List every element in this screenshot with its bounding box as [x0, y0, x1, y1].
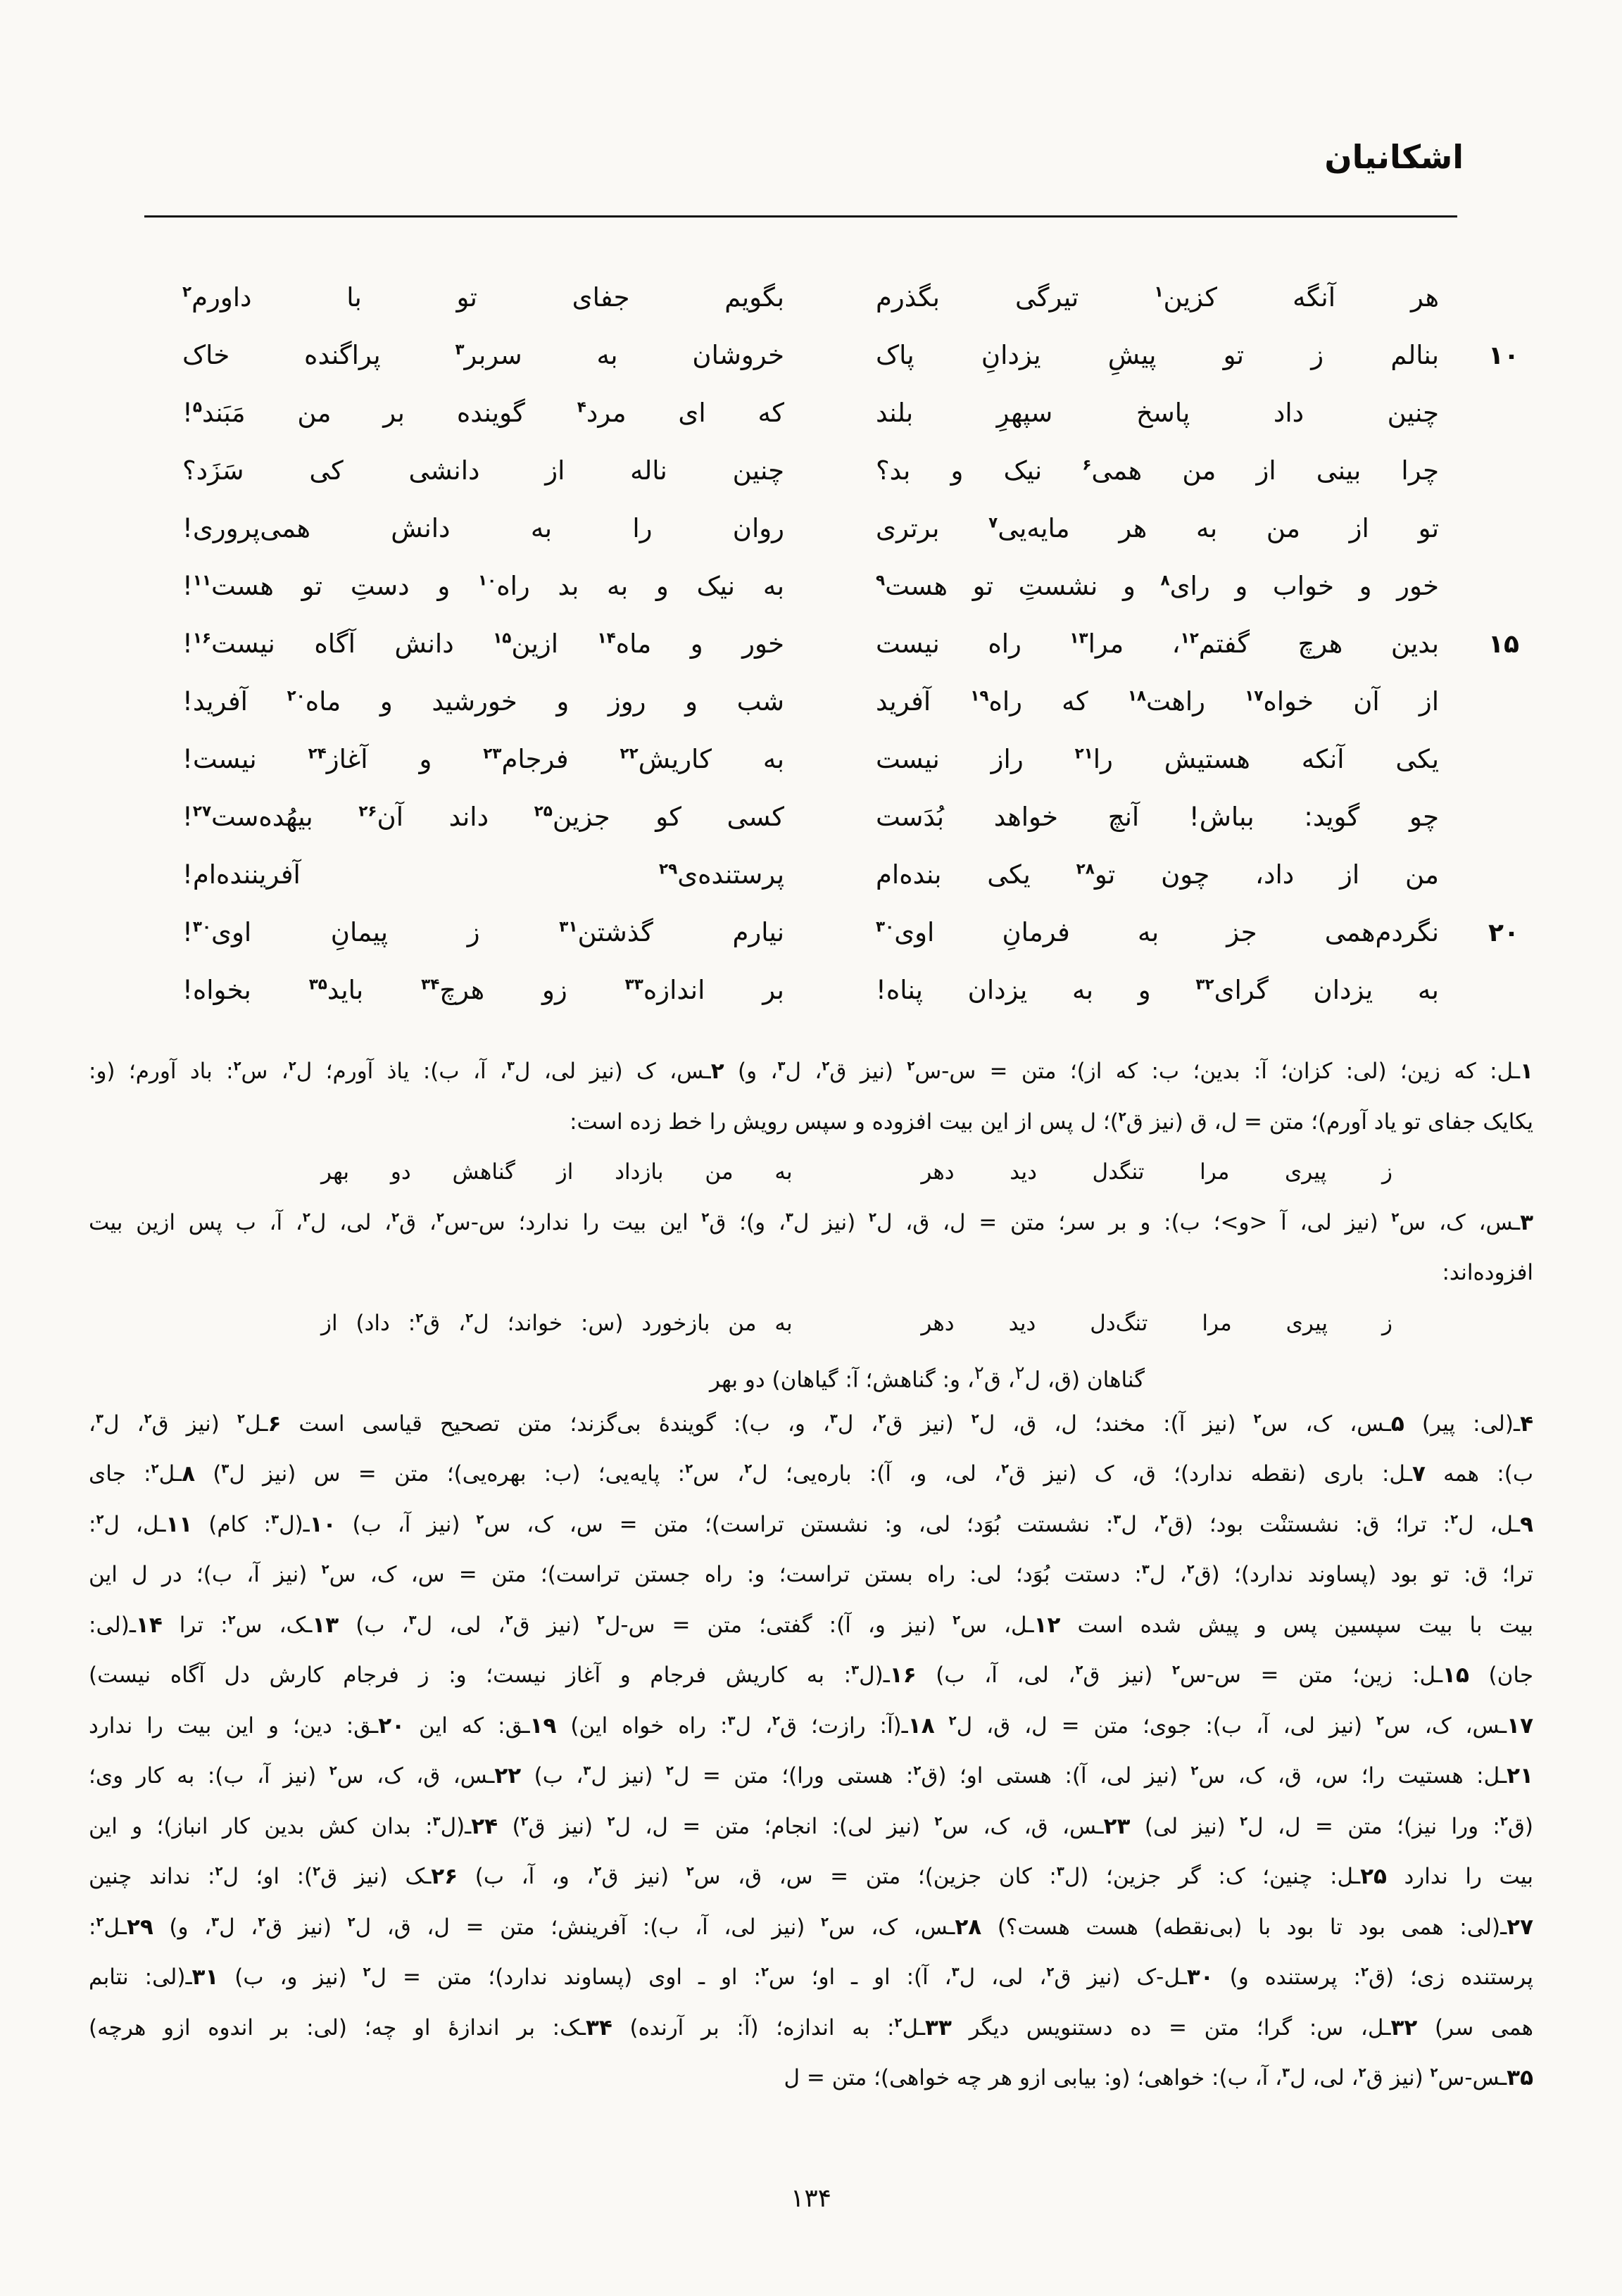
hemistich-right: چنین داد پاسخ سپهرِ بلند	[876, 398, 1439, 428]
couplet-row	[165, 615, 1523, 673]
hemistich-right: هر آنگه کزین$^۱$ تیرگی بگذرم	[876, 282, 1439, 313]
hemistich-right: بدین هرچ گفتم$^{۱۲}$، مرا$^{۱۳}$ راه نیست	[876, 629, 1440, 659]
hemistich-left: بگویم جفای تو با داورم$^۲$	[182, 282, 784, 313]
hemistich-left: خروشان به سربر$^۳$ پراگنده خاک	[182, 340, 784, 370]
added-verse-left: به من بازخورد (س: خواند؛ ل$^۲$، ق$^۲$: داد) از	[321, 1310, 793, 1336]
apparatus-line: ۴ـ(لی: پیر) ۵ـس، ک، س$^۲$ (نیز آ): مخند؛ ل، ق، ل$^۲$ (نیز ق$^۲$، ل$^۳$، و، ب): گویندهٔ بی‌گزند؛ متن تصحیح قیاسی است ۶ـل$^۲$ (نیز ق$^۲$، ل$^۳$،	[89, 1411, 1533, 1437]
hemistich-right: خور و خواب و رای$^۸$ و نشستِ تو هست$^۹$	[876, 571, 1439, 601]
page-title: اشکانیان	[1324, 138, 1464, 176]
couplet-row	[165, 500, 1523, 557]
hemistich-right: چرا بینی از من همی$^۶$ نیک و بد؟	[876, 455, 1439, 486]
couplet-row	[165, 904, 1523, 961]
apparatus-line: جان) ۱۵ـل: زین؛ متن = س-س$^۲$ (نیز ق$^۲$، لی، آ، ب) ۱۶ـ(ل$^۳$: به کاریش فرجام و آغاز نیست؛ و: ز فرجام کارش دل آگاه نیست)	[89, 1663, 1533, 1688]
hemistich-right: نگردم‌همی جز به فرمانِ اوی$^{۳۰}$	[876, 917, 1439, 947]
hemistich-right: یکی آنکه هستیش را$^{۲۱}$ راز نیست	[876, 744, 1439, 774]
apparatus-line: بیت را ندارد ۲۵ـل: چنین؛ ک: گر جزین؛ (ل$^۳$: کان جزین)؛ متن = س، ق، س$^۲$ (نیز ق$^۲$، و، آ، ب) ۲۶ـک (نیز ق$^۲$): او؛ ل$^۲$: نداند چنین	[89, 1864, 1533, 1889]
hemistich-left: چنین ناله از دانشی کی سَزَد؟	[182, 455, 784, 486]
couplet-row	[165, 961, 1523, 1019]
couplet-row	[165, 731, 1523, 788]
verse-number: ۱۵	[1488, 630, 1519, 659]
apparatus-line: ترا؛ ق: تو بود (پساوند ندارد)؛ (ق$^۲$، ل$^۳$: دستت بُوَد؛ لی: راه بستن تراست؛ و: راه جستن تراست)؛ متن = س، ک، س$^۲$ (نیز آ، ب)؛ در ل این	[89, 1562, 1533, 1587]
hemistich-right: من از داد، چون تو$^{۲۸}$ یکی بنده‌ام	[876, 859, 1439, 890]
page-number: ۱۳۴	[790, 2184, 831, 2213]
couplet-row	[165, 384, 1523, 442]
added-verse-right: ز پیری مرا تنگدل دید دهر	[921, 1159, 1392, 1185]
hemistich-left: به کاریش$^{۲۲}$ فرجام$^{۲۳}$ و آغاز$^{۲۴}$ نیست!	[182, 744, 784, 774]
apparatus-line: بیت با بیت سپسین پس و پیش شده است ۱۲ـل، س$^۲$ (نیز و، آ): گفتی؛ متن = س-ل$^۲$ (نیز ق$^۲$، لی، ل$^۳$، ب) ۱۳ـک، س$^۲$: ترا ۱۴ـ(لی:	[89, 1612, 1533, 1638]
hemistich-left: پرستنده‌ی$^{۲۹}$ آفریننده‌ام!	[182, 859, 784, 890]
apparatus-line: یکایک جفای تو یاد آورم)؛ متن = ل، ق (نیز ق$^۲$)؛ ل پس از این بیت افزوده و سپس رویش را خط زده است:	[570, 1109, 1533, 1135]
couplet-row	[165, 442, 1523, 500]
verse-number: ۱۰	[1488, 341, 1519, 370]
apparatus-line: ۱۷ـس، ک، س$^۲$ (نیز لی، آ، ب): جوی؛ متن = ل، ق، ل$^۲$ ۱۸ـ(آ: رازت؛ ق$^۲$، ل$^۳$: راه خواه این) ۱۹ـق: که این ۲۰ـق: دین؛ و این بیت را ندارد	[89, 1712, 1533, 1739]
apparatus-block	[89, 1047, 1533, 2104]
apparatus-line: ۲۷ـ(لی: همی بود تا بود با (بی‌نقطه) هست هست؟) ۲۸ـس، ک، س$^۲$ (نیز لی، آ، ب): آفرینش؛ متن = ل، ق، ل$^۲$ (نیز ق$^۲$، ل$^۳$، و) ۲۹ـل$^۲$:	[89, 1914, 1534, 1940]
couplet-row	[165, 269, 1523, 327]
hemistich-left: کسی کو جزین$^{۲۵}$ داند آن$^{۲۶}$ بیهُده‌ست$^{۲۷}$!	[182, 802, 785, 832]
apparatus-line: پرستنده زی؛ (ق$^۲$: پرستنده و) ۳۰ـل-ک (نیز ق$^۲$، لی، ل$^۳$، آ): او ـ او؛ س$^۲$: او ـ اوی (پساوند ندارد)؛ متن = ل$^۲$ (نیز و، ب) ۳۱ـ(لی: نتابم	[89, 1964, 1533, 1990]
poem-block	[165, 269, 1523, 1019]
apparatus-added-verse-continuation: گناهان (ق، ل$^۲$، ق$^۲$، و: گناهش؛ آ: گیاهان) دو بهر	[709, 1363, 1145, 1393]
apparatus-line: ۹ـل، ل$^۲$: ترا؛ ق: نشستنْت بود؛ (ق$^۲$، ل$^۳$: نشستت بُوَد؛ لی، و: نشستن تراست)؛ متن = س، ک، س$^۲$ (نیز آ، ب) ۱۰ـ(ل$^۳$: کام) ۱۱ـل، ل$^۲$:	[89, 1511, 1533, 1537]
couplet-row	[165, 557, 1523, 615]
hemistich-left: بر اندازه$^{۳۳}$ زو هرچ$^{۳۴}$ باید$^{۳۵}$ بخواه!	[182, 975, 784, 1005]
hemistich-right: از آن خواه$^{۱۷}$ راهت$^{۱۸}$ که راه$^{۱۹}$ آفرید	[876, 686, 1439, 717]
apparatus-added-verse	[89, 1299, 1533, 1349]
verse-number: ۲۰	[1488, 919, 1519, 947]
apparatus-line: ۱ـل: که زین؛ (لی: کزان؛ آ: بدین؛ ب: که از)؛ متن = س-س$^۲$ (نیز ق$^۲$، ل$^۳$، و) ۲ـس، ک (نیز لی، ل$^۳$، آ، ب): یاذ آورم؛ ل$^۲$، س$^۲$: باد آورم؛ (و:	[89, 1059, 1534, 1084]
apparatus-line: (ق$^۲$: ورا نیز)؛ متن = ل، ل$^۲$ (نیز لی) ۲۳ـس، ق، ک، س$^۲$ (نیز لی): انجام؛ متن = ل، ل$^۲$ (نیز ق$^۲$) ۲۴ـ(ل$^۳$: بدان کش بدین کار انباز)؛ و این	[89, 1813, 1533, 1839]
couplet-row	[165, 673, 1523, 731]
hemistich-right: بنالم ز تو پیشِ یزدانِ پاک	[876, 340, 1439, 370]
hemistich-left: که ای مرد$^۴$ گوینده بر من مَبَند$^۵$!	[182, 398, 784, 428]
hemistich-left: روان را به دانش همی‌پروری!	[182, 513, 784, 543]
apparatus-line: ۳ـس، ک، س$^۲$ (نیز لی، آ <و>؛ ب): و بر سر؛ متن = ل، ق، ل$^۲$ (نیز ل$^۳$، و)؛ ق$^۲$ این بیت را ندارد؛ س-س$^۲$، ق$^۲$، لی، ل$^۲$، آ، ب پس ازین بیت	[89, 1209, 1533, 1235]
apparatus-line: ۳۵ـس-س$^۲$ (نیز ق$^۲$، لی، ل$^۳$، آ، ب): خواهی؛ (و: بیابی ازو هر چه خواهی)؛ متن = ل	[784, 2065, 1533, 2090]
apparatus-line: افزوده‌اند:	[1442, 1260, 1533, 1285]
apparatus-line: همی سر) ۳۲ـل، س: گرا؛ متن = ده دستنویس دیگر ۳۳ـل$^۲$: به اندازه؛ (آ: بر آرنده) ۳۴ـک: بر اندازهٔ او چه؛ (لی: بر اندوه ازو هرچه)	[89, 2014, 1533, 2040]
hemistich-left: به نیک و به بد راه$^{۱۰}$ و دستِ تو هست$^{۱۱}$!	[182, 571, 784, 601]
apparatus-added-verse	[89, 1147, 1533, 1198]
added-verse-left: به من بازداد از گناهش دو بهر	[321, 1159, 793, 1185]
hemistich-right: به یزدان گرای$^{۳۲}$ و به یزدان پناه!	[876, 975, 1439, 1005]
added-verse-right: ز پیری مرا تنگ‌دل دید دهر	[921, 1310, 1392, 1336]
couplet-row	[165, 327, 1523, 384]
couplet-row	[165, 788, 1523, 846]
header-rule	[144, 215, 1457, 217]
apparatus-line: ب): همه ۷ـل: باری (نقطه ندارد)؛ ق، ک (نیز ق$^۲$، لی، و، آ): باره‌یی؛ ل$^۲$، س$^۲$: پایه‌یی؛ (ب: بهره‌یی)؛ متن = س (نیز ل$^۳$) ۸ـل$^۲$: جای	[89, 1461, 1534, 1487]
hemistich-right: چو گوید: بباش! آنچ خواهد بُدَست	[876, 802, 1439, 832]
hemistich-left: نیارم گذشتن$^{۳۱}$ ز پیمانِ اوی$^{۳۰}$!	[182, 917, 784, 947]
apparatus-line: ۲۱ـل: هستیت را؛ س، ق، ک، س$^۲$ (نیز لی، آ): هستی او؛ (ق$^۲$: هستی ورا)؛ متن = ل$^۲$ (نیز ل$^۳$، ب) ۲۲ـس، ق، ک، س$^۲$ (نیز آ، ب): به کار وی؛	[89, 1763, 1534, 1789]
hemistich-right: تو از من به هر مایه‌یی$^۷$ برتری	[876, 513, 1439, 543]
hemistich-left: خور و ماه$^{۱۴}$ ازین$^{۱۵}$ دانش آگاه نیست$^{۱۶}$!	[182, 629, 784, 659]
hemistich-left: شب و روز و خورشید و ماه$^{۲۰}$ آفرید!	[182, 686, 784, 717]
couplet-row	[165, 846, 1523, 904]
